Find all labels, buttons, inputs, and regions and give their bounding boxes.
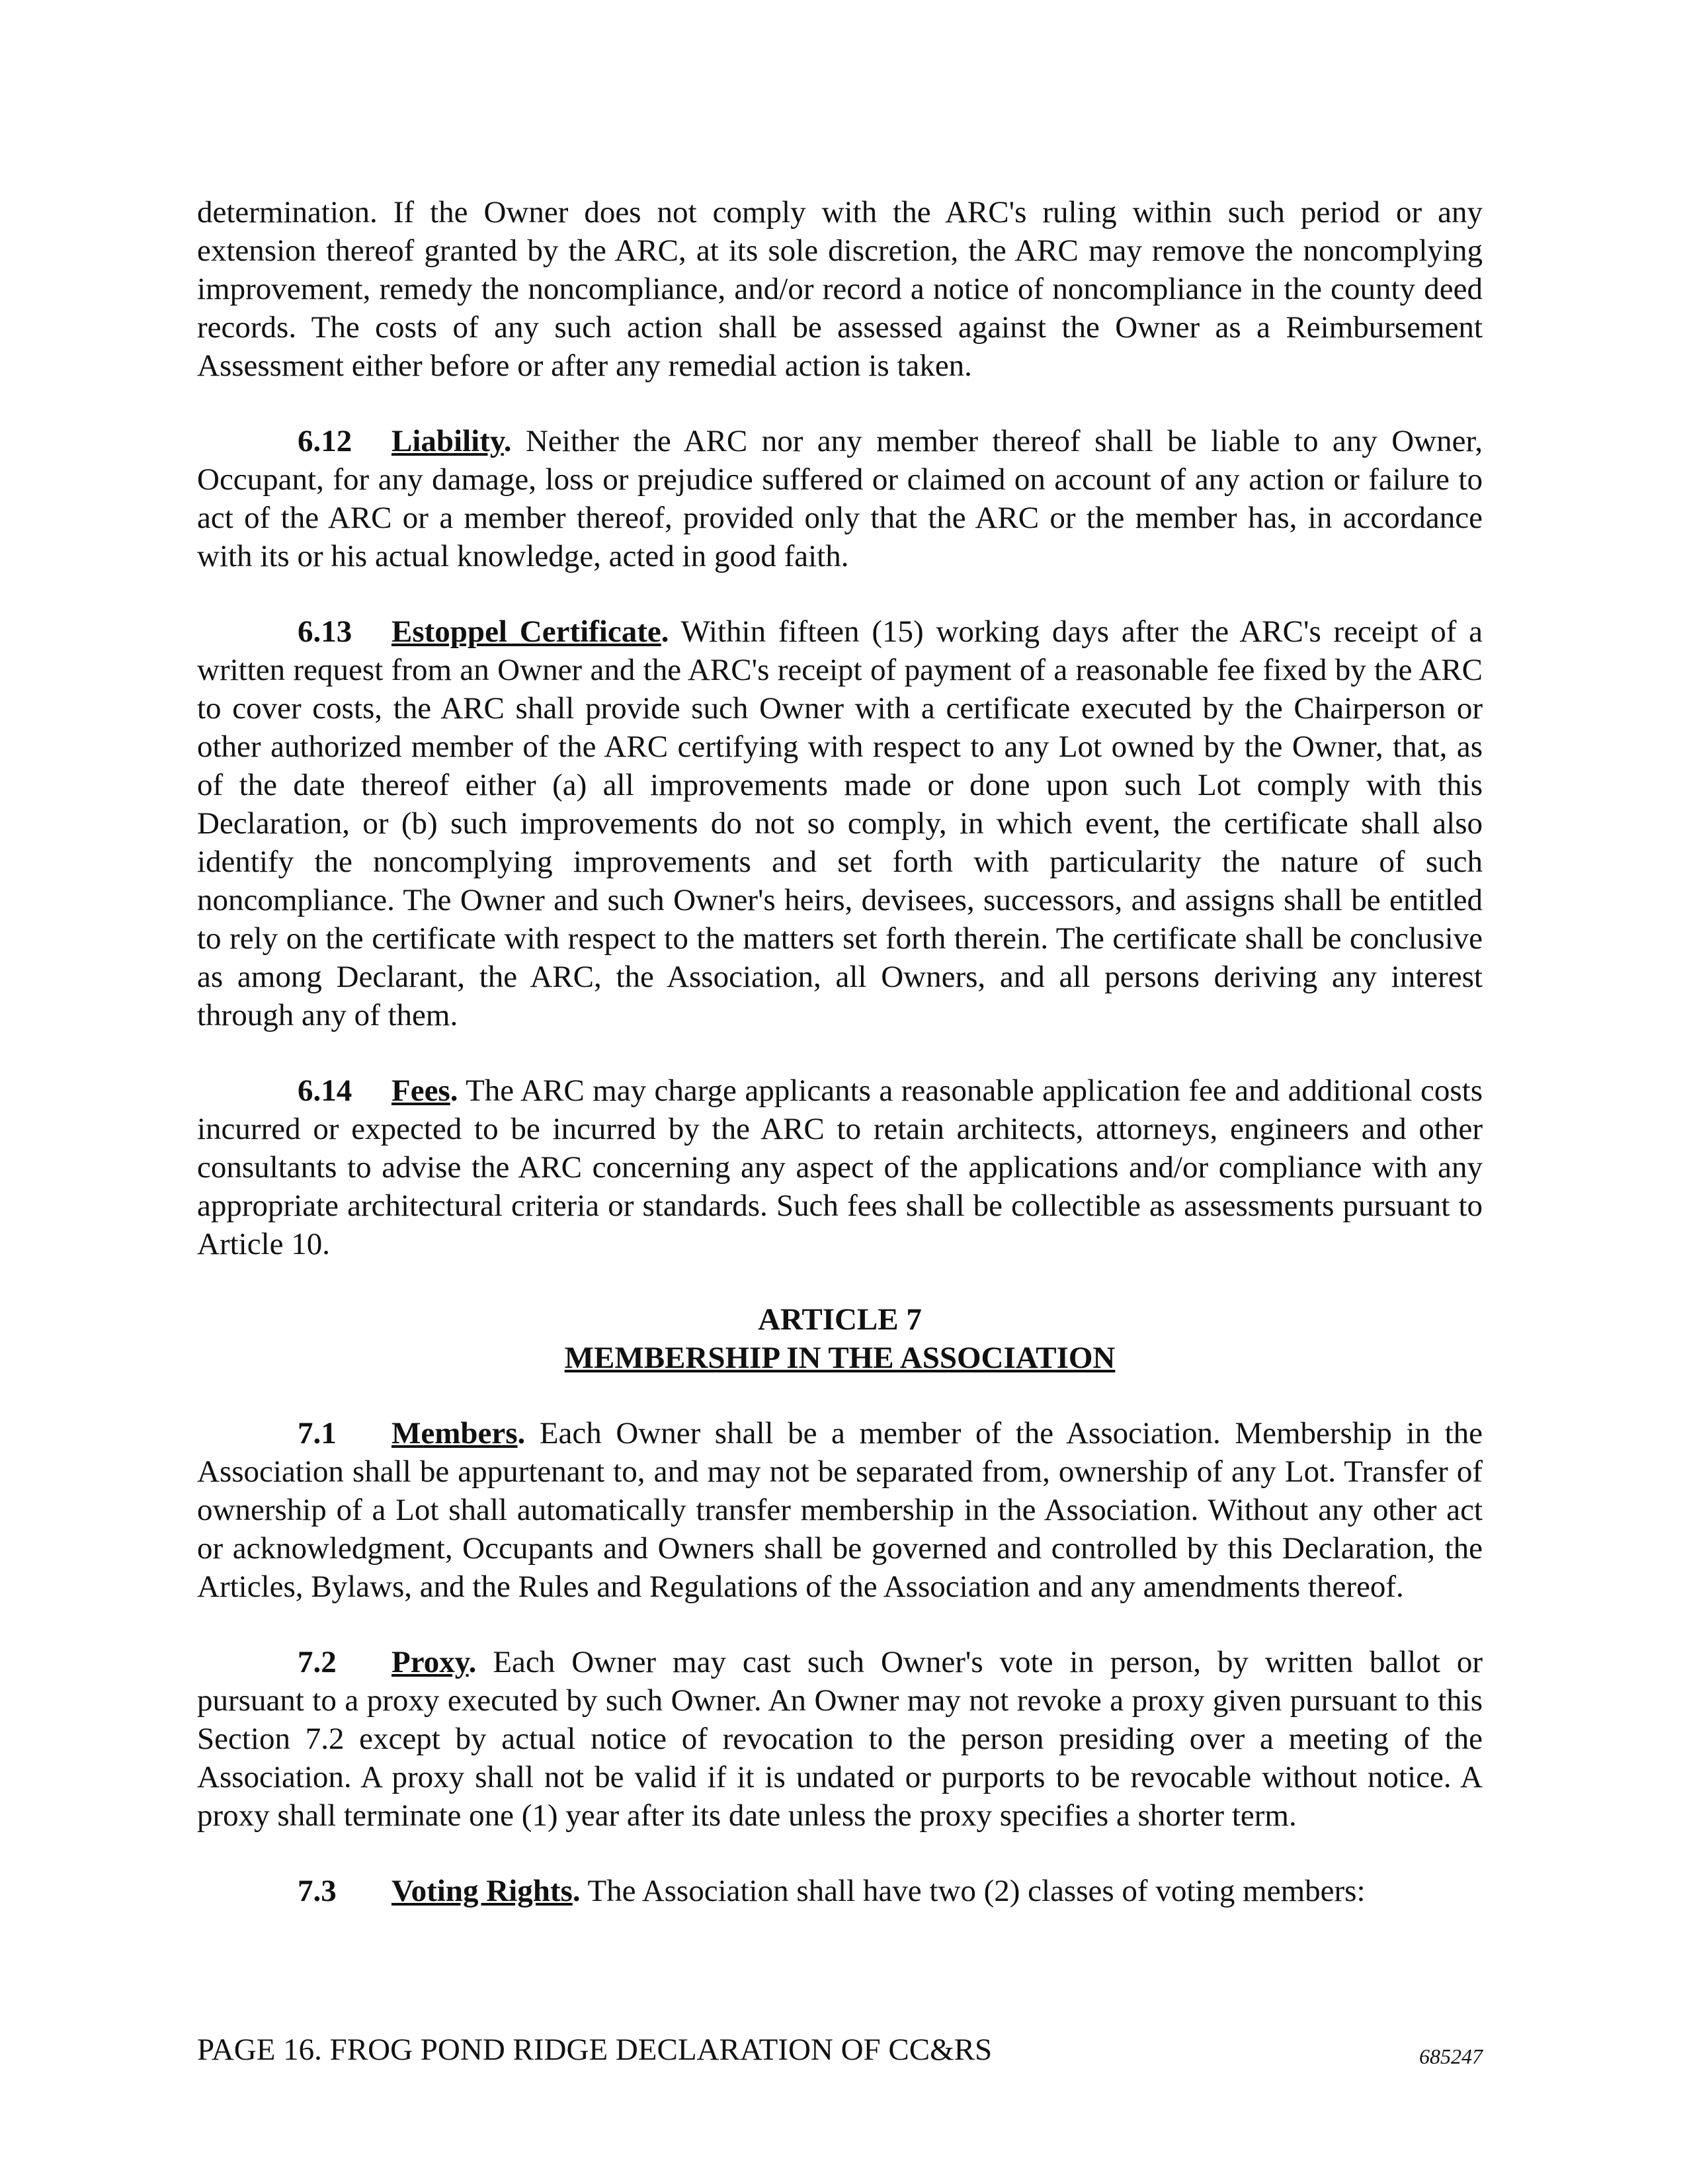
section-number: 7.2 bbox=[298, 1645, 337, 1679]
section-text: Each Owner may cast such Owner's vote in person, by written ballot or pursuant to a proxy executed by such Owner. An Owner may not revoke a proxy given pursuant to this Section 7.2 except by actual notice of revocation to the person presiding over a meeting of the Association. A proxy shall not be valid if it is undated or purports to be revocable without notice. A proxy shall terminate one (1) year after its date unless the proxy specifies a shorter term. bbox=[197, 1645, 1483, 1833]
section-7-1: 7.1 Members. Each Owner shall be a member of the Association. Membership in the Association shall be appurtenant to, and may not be separated from, ownership of any Lot. Transfer of ownership of a Lot shall automatically transfer membership in the Association. Without any other act or acknowledgment, Occupants and Owners shall be governed and controlled by this Declaration, the Articles, Bylaws, and the Rules and Regulations of the Association and any amendments thereof. bbox=[197, 1414, 1483, 1606]
section-number: 6.14 bbox=[298, 1073, 352, 1108]
section-text: The Association shall have two (2) classes of voting members: bbox=[580, 1874, 1366, 1908]
section-title: Proxy bbox=[391, 1645, 469, 1679]
article-title: MEMBERSHIP IN THE ASSOCIATION bbox=[564, 1341, 1116, 1375]
section-6-12: 6.12 Liability. Neither the ARC nor any member thereof shall be liable to any Owner, Occupant, for any damage, loss or prejudice suffered or claimed on account of any action or failure to act of the ARC or a member thereof, provided only that the ARC or the member has, in accordance with its or his actual knowledge, acted in good faith. bbox=[197, 422, 1483, 575]
section-title: Estoppel Certificate bbox=[391, 614, 661, 649]
section-title: Members bbox=[391, 1416, 518, 1450]
section-6-14: 6.14 Fees. The ARC may charge applicants a reasonable application fee and additional costs incurred or expected to be incurred by the ARC to retain architects, attorneys, engineers and other consultants to advise the ARC concerning any aspect of the applications and/or compliance with any appropriate architectural criteria or standards. Such fees shall be collectible as assessments pursuant to Article 10. bbox=[197, 1071, 1483, 1263]
section-text: The ARC may charge applicants a reasonable application fee and additional costs incurred or expected to be incurred by the ARC to retain architects, attorneys, engineers and other consultants to advise the ARC concerning any aspect of the applications and/or compliance with any appropriate architectural criteria or standards. Such fees shall be collectible as assessments pursuant to Article 10. bbox=[197, 1073, 1483, 1261]
section-title: Fees bbox=[391, 1073, 450, 1108]
section-7-3: 7.3 Voting Rights. The Association shall have two (2) classes of voting members: bbox=[197, 1872, 1483, 1910]
section-number: 6.12 bbox=[298, 424, 352, 458]
footer-doc-number: 685247 bbox=[1419, 2044, 1483, 2068]
section-title: Voting Rights bbox=[391, 1874, 573, 1908]
section-text: Each Owner shall be a member of the Association. Membership in the Association shall be appurtenant to, and may not be separated from, ownership of any Lot. Transfer of ownership of a Lot shall automatically transfer membership in the Association. Without any other act or acknowledgment, Occupants and Owners shall be governed and controlled by this Declaration, the Articles, Bylaws, and the Rules and Regulations of the Association and any amendments thereof. bbox=[197, 1416, 1483, 1604]
section-text: Within fifteen (15) working days after the ARC's receipt of a written request from an Owner and the ARC's receipt of payment of a reasonable fee fixed by the ARC to cover costs, the ARC shall provide such Owner with a certificate executed by the Chairperson or other authorized member of the ARC certifying with respect to any Lot owned by the Owner, that, as of the date thereof either (a) all improvements made or done upon such Lot comply with this Declaration, or (b) such improvements do not so comply, in which event, the certificate shall also identify the noncomplying improvements and set forth with particularity the nature of such noncompliance. The Owner and such Owner's heirs, devisees, successors, and assigns shall be entitled to rely on the certificate with respect to the matters set forth therein. The certificate shall be conclusive as among Declarant, the ARC, the Association, all Owners, and all persons deriving any interest through any of them. bbox=[197, 614, 1483, 1032]
article-heading: ARTICLE 7 bbox=[758, 1302, 922, 1337]
section-number: 7.3 bbox=[298, 1874, 337, 1908]
document-body bbox=[197, 193, 1483, 1947]
section-text: Neither the ARC nor any member thereof shall be liable to any Owner, Occupant, for any damage, loss or prejudice suffered or claimed on account of any action or failure to act of the ARC or a member thereof, provided only that the ARC or the member has, in accordance with its or his actual knowledge, acted in good faith. bbox=[197, 424, 1483, 573]
article-heading-block bbox=[197, 1300, 1483, 1377]
section-number: 6.13 bbox=[298, 614, 352, 649]
section-title: Liability bbox=[391, 424, 504, 458]
section-7-2: 7.2 Proxy. Each Owner may cast such Owner's vote in person, by written ballot or pursuant to a proxy executed by such Owner. An Owner may not revoke a proxy given pursuant to this Section 7.2 except by actual notice of revocation to the person presiding over a meeting of the Association. A proxy shall not be valid if it is undated or purports to be revocable without notice. A proxy shall terminate one (1) year after its date unless the proxy specifies a shorter term. bbox=[197, 1643, 1483, 1835]
section-6-13: 6.13 Estoppel Certificate. Within fifteen (15) working days after the ARC's receipt of a written request from an Owner and the ARC's receipt of payment of a reasonable fee fixed by the ARC to cover costs, the ARC shall provide such Owner with a certificate executed by the Chairperson or other authorized member of the ARC certifying with respect to any Lot owned by the Owner, that, as of the date thereof either (a) all improvements made or done upon such Lot comply with this Declaration, or (b) such improvements do not so comply, in which event, the certificate shall also identify the noncomplying improvements and set forth with particularity the nature of such noncompliance. The Owner and such Owner's heirs, devisees, successors, and assigns shall be entitled to rely on the certificate with respect to the matters set forth therein. The certificate shall be conclusive as among Declarant, the ARC, the Association, all Owners, and all persons deriving any interest through any of them. bbox=[197, 612, 1483, 1034]
intro-paragraph: determination. If the Owner does not comply with the ARC's ruling within such period or any extension thereof granted by the ARC, at its sole discretion, the ARC may remove the noncomplying improvement, remedy the noncompliance, and/or record a notice of noncompliance in the county deed records. The costs of any such action shall be assessed against the Owner as a Reimbursement Assessment either before or after any remedial action is taken. bbox=[197, 195, 1483, 383]
section-number: 7.1 bbox=[298, 1416, 337, 1450]
footer-page-label: PAGE 16. FROG POND RIDGE DECLARATION OF CC&RS bbox=[197, 2033, 993, 2067]
